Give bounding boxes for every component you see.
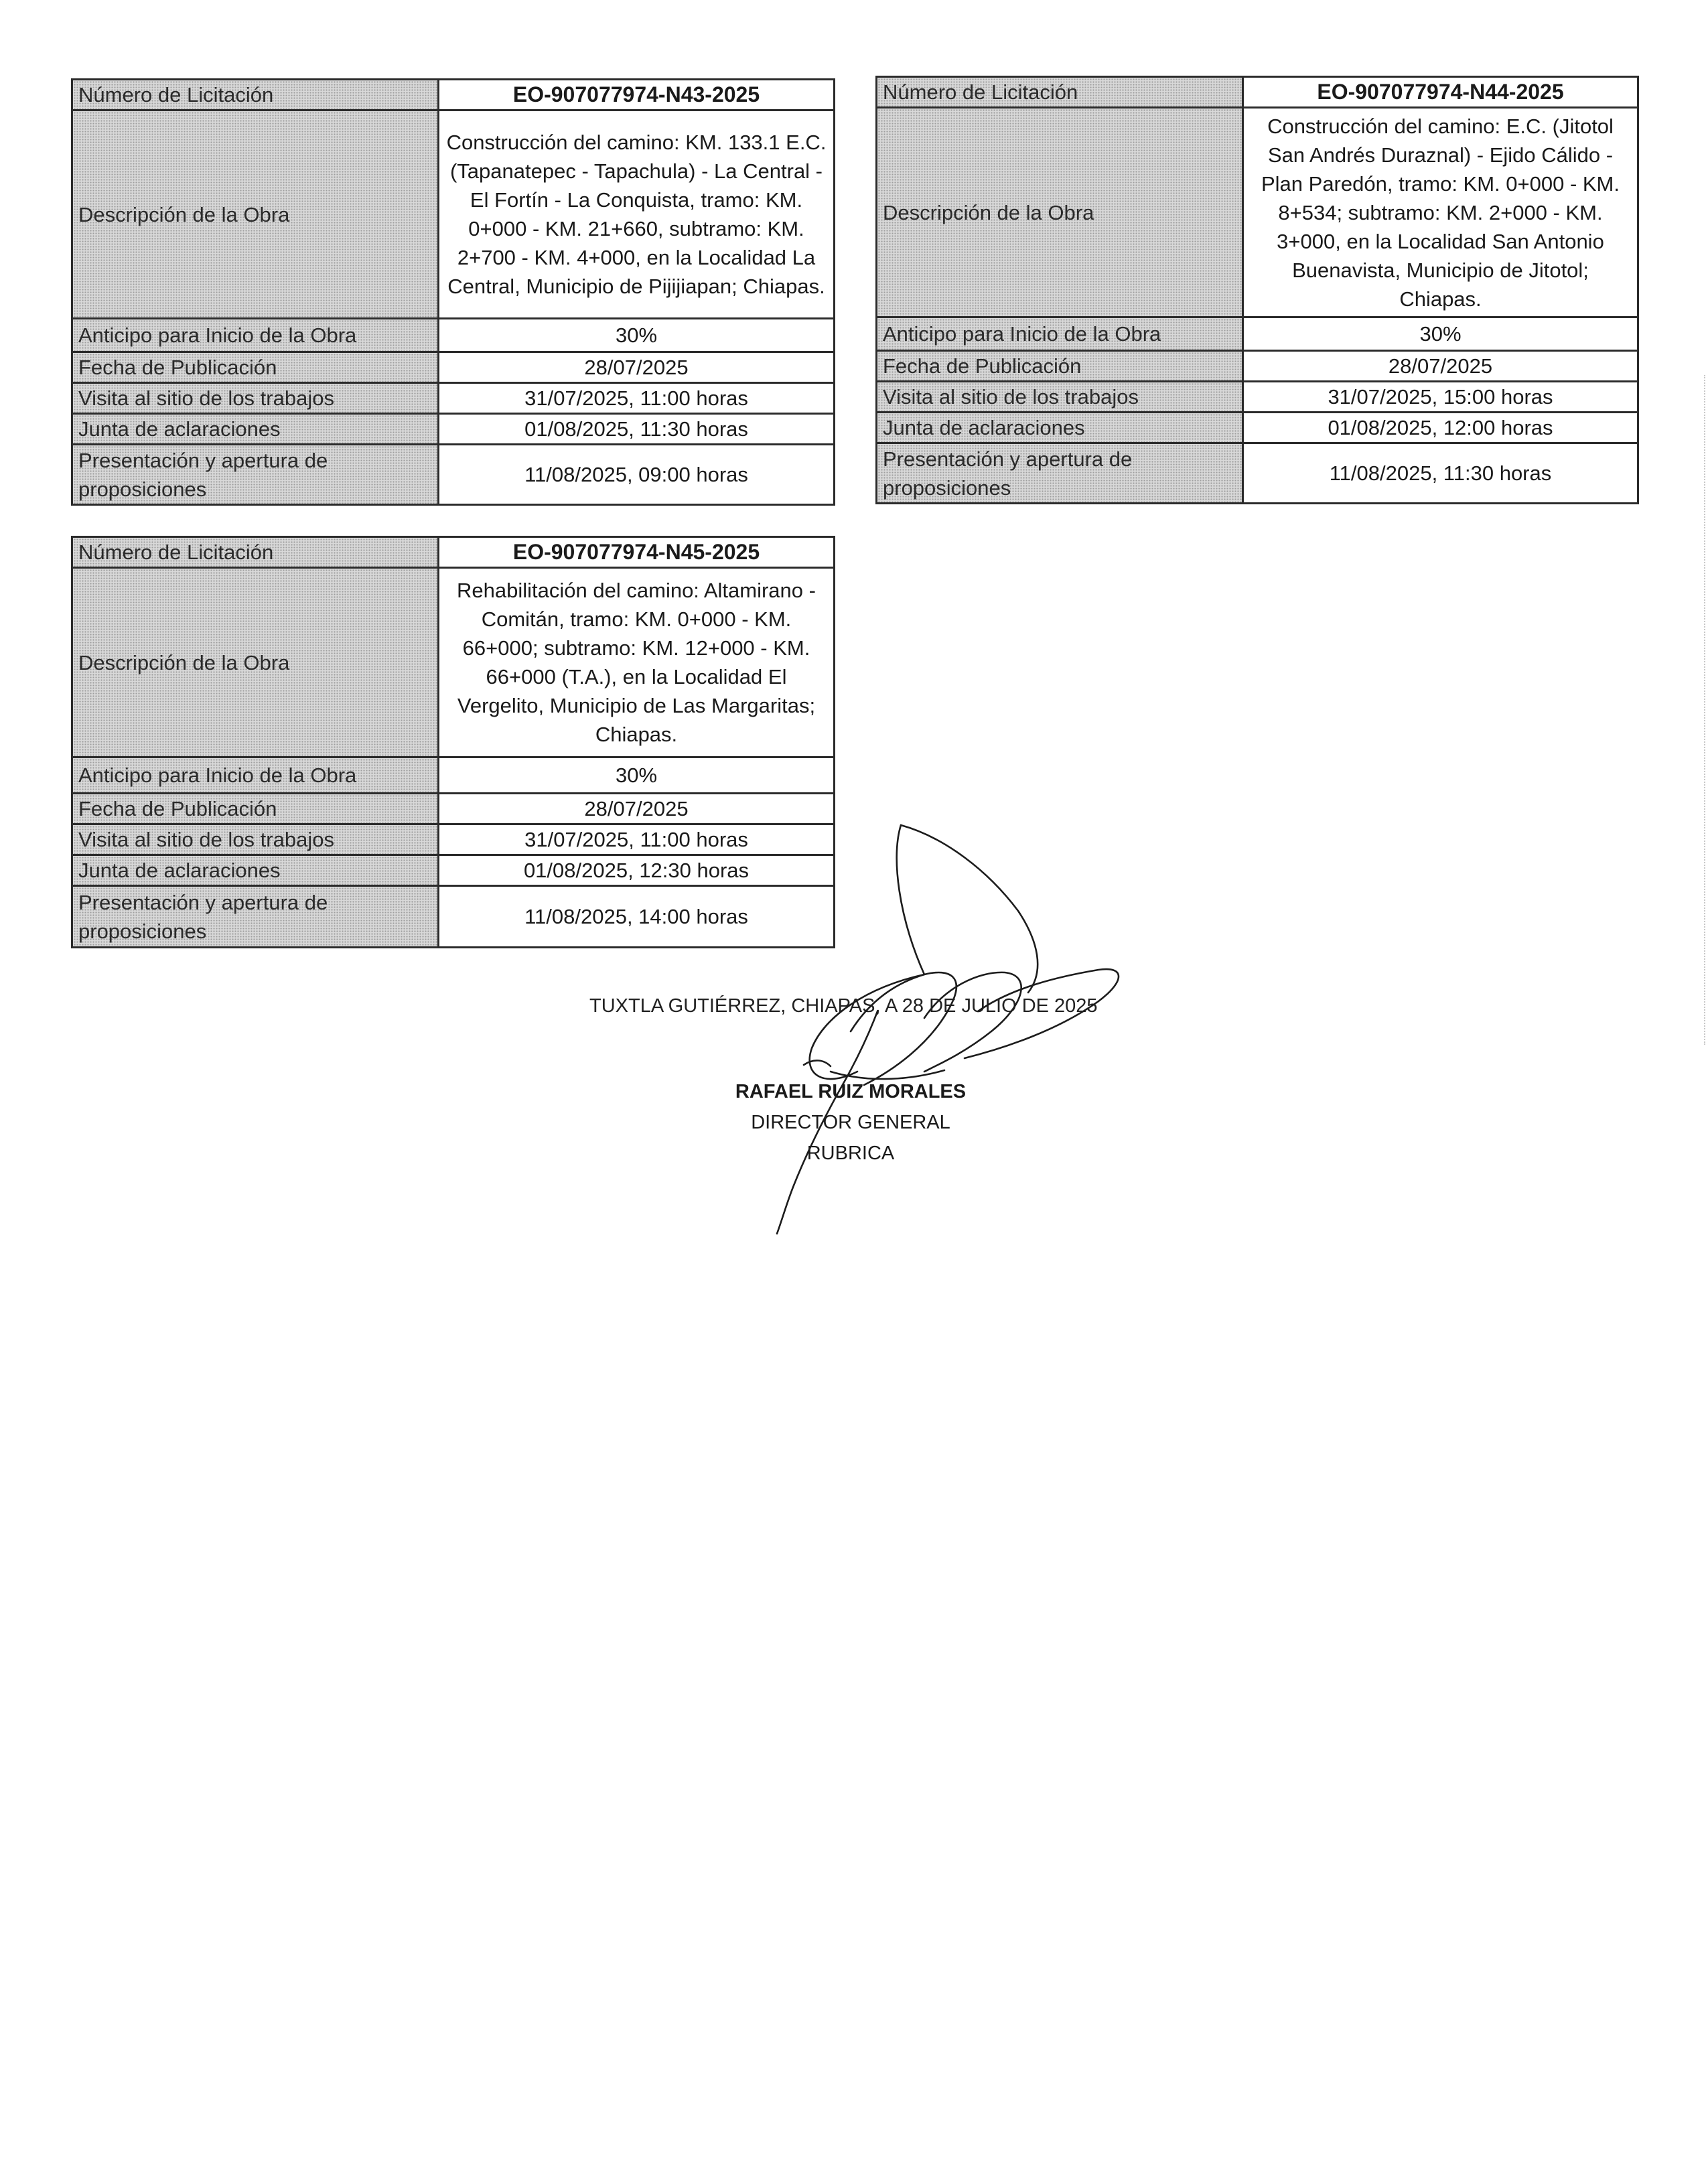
scan-edge-mark bbox=[1703, 375, 1705, 1045]
descripcion-obra-value: Construcción del camino: KM. 133.1 E.C. (Tapanatepec - Tapachula) - La Central - El Fortín - La Conquista, tramo: KM. 0+000 - KM. 21+660, subtramo: KM. 2+700 - KM. 4+000, en la Localidad La Central, Municipio de Pijijiapan; Chiapas. bbox=[439, 111, 835, 319]
label-anticipo: Anticipo para Inicio de la Obra bbox=[72, 757, 439, 794]
label-visita-sitio: Visita al sitio de los trabajos bbox=[72, 824, 439, 855]
label-anticipo: Anticipo para Inicio de la Obra bbox=[72, 319, 439, 352]
junta-aclaraciones-value: 01/08/2025, 12:00 horas bbox=[1243, 413, 1638, 443]
label-numero-licitacion: Número de Licitación bbox=[72, 537, 439, 568]
presentacion-apertura-value: 11/08/2025, 09:00 horas bbox=[439, 445, 835, 505]
fecha-publicacion-value: 28/07/2025 bbox=[439, 794, 835, 824]
anticipo-value: 30% bbox=[439, 319, 835, 352]
fecha-publicacion-value: 28/07/2025 bbox=[1243, 351, 1638, 382]
label-presentacion-apertura: Presentación y apertura de proposiciones bbox=[72, 445, 439, 505]
label-descripcion-obra: Descripción de la Obra bbox=[72, 568, 439, 757]
label-presentacion-apertura: Presentación y apertura de proposiciones bbox=[877, 443, 1243, 504]
label-anticipo: Anticipo para Inicio de la Obra bbox=[877, 317, 1243, 351]
anticipo-value: 30% bbox=[439, 757, 835, 794]
label-junta-aclaraciones: Junta de aclaraciones bbox=[72, 414, 439, 445]
rubrica-label: RUBRICA bbox=[806, 1143, 895, 1164]
label-descripcion-obra: Descripción de la Obra bbox=[877, 108, 1243, 317]
handwritten-signature-icon bbox=[723, 817, 1139, 1246]
signer-title: DIRECTOR GENERAL bbox=[751, 1112, 950, 1133]
tender-table-n43 bbox=[71, 78, 835, 506]
label-fecha-publicacion: Fecha de Publicación bbox=[877, 351, 1243, 382]
junta-aclaraciones-value: 01/08/2025, 11:30 horas bbox=[439, 414, 835, 445]
label-numero-licitacion: Número de Licitación bbox=[72, 80, 439, 111]
visita-sitio-value: 31/07/2025, 11:00 horas bbox=[439, 824, 835, 855]
visita-sitio-value: 31/07/2025, 11:00 horas bbox=[439, 383, 835, 414]
junta-aclaraciones-value: 01/08/2025, 12:30 horas bbox=[439, 855, 835, 886]
label-descripcion-obra: Descripción de la Obra bbox=[72, 111, 439, 319]
label-junta-aclaraciones: Junta de aclaraciones bbox=[72, 855, 439, 886]
tender-table-n44 bbox=[875, 76, 1639, 504]
numero-licitacion-value: EO-907077974-N45-2025 bbox=[439, 537, 835, 568]
visita-sitio-value: 31/07/2025, 15:00 horas bbox=[1243, 382, 1638, 413]
presentacion-apertura-value: 11/08/2025, 14:00 horas bbox=[439, 886, 835, 948]
label-visita-sitio: Visita al sitio de los trabajos bbox=[72, 383, 439, 414]
fecha-publicacion-value: 28/07/2025 bbox=[439, 352, 835, 383]
tender-table-n45 bbox=[71, 536, 835, 948]
label-presentacion-apertura: Presentación y apertura de proposiciones bbox=[72, 886, 439, 948]
descripcion-obra-value: Rehabilitación del camino: Altamirano - Comitán, tramo: KM. 0+000 - KM. 66+000; subtramo: KM. 12+000 - KM. 66+000 (T.A.), en la Localidad El Vergelito, Municipio de Las Margaritas; Chiapas. bbox=[439, 568, 835, 757]
descripcion-obra-value: Construcción del camino: E.C. (Jitotol San Andrés Duraznal) - Ejido Cálido - Plan Paredón, tramo: KM. 0+000 - KM. 8+534; subtramo: KM. 2+000 - KM. 3+000, en la Localidad San Antonio Buenavista, Municipio de Jitotol; Chiapas. bbox=[1243, 108, 1638, 317]
label-numero-licitacion: Número de Licitación bbox=[877, 77, 1243, 108]
presentacion-apertura-value: 11/08/2025, 11:30 horas bbox=[1243, 443, 1638, 504]
label-visita-sitio: Visita al sitio de los trabajos bbox=[877, 382, 1243, 413]
place-date-line: TUXTLA GUTIÉRREZ, CHIAPAS, A 28 DE JULIO DE 2025 bbox=[589, 995, 1098, 1017]
numero-licitacion-value: EO-907077974-N44-2025 bbox=[1243, 77, 1638, 108]
label-junta-aclaraciones: Junta de aclaraciones bbox=[877, 413, 1243, 443]
signer-name: RAFAEL RUIZ MORALES bbox=[735, 1081, 967, 1102]
anticipo-value: 30% bbox=[1243, 317, 1638, 351]
numero-licitacion-value: EO-907077974-N43-2025 bbox=[439, 80, 835, 111]
label-fecha-publicacion: Fecha de Publicación bbox=[72, 794, 439, 824]
label-fecha-publicacion: Fecha de Publicación bbox=[72, 352, 439, 383]
